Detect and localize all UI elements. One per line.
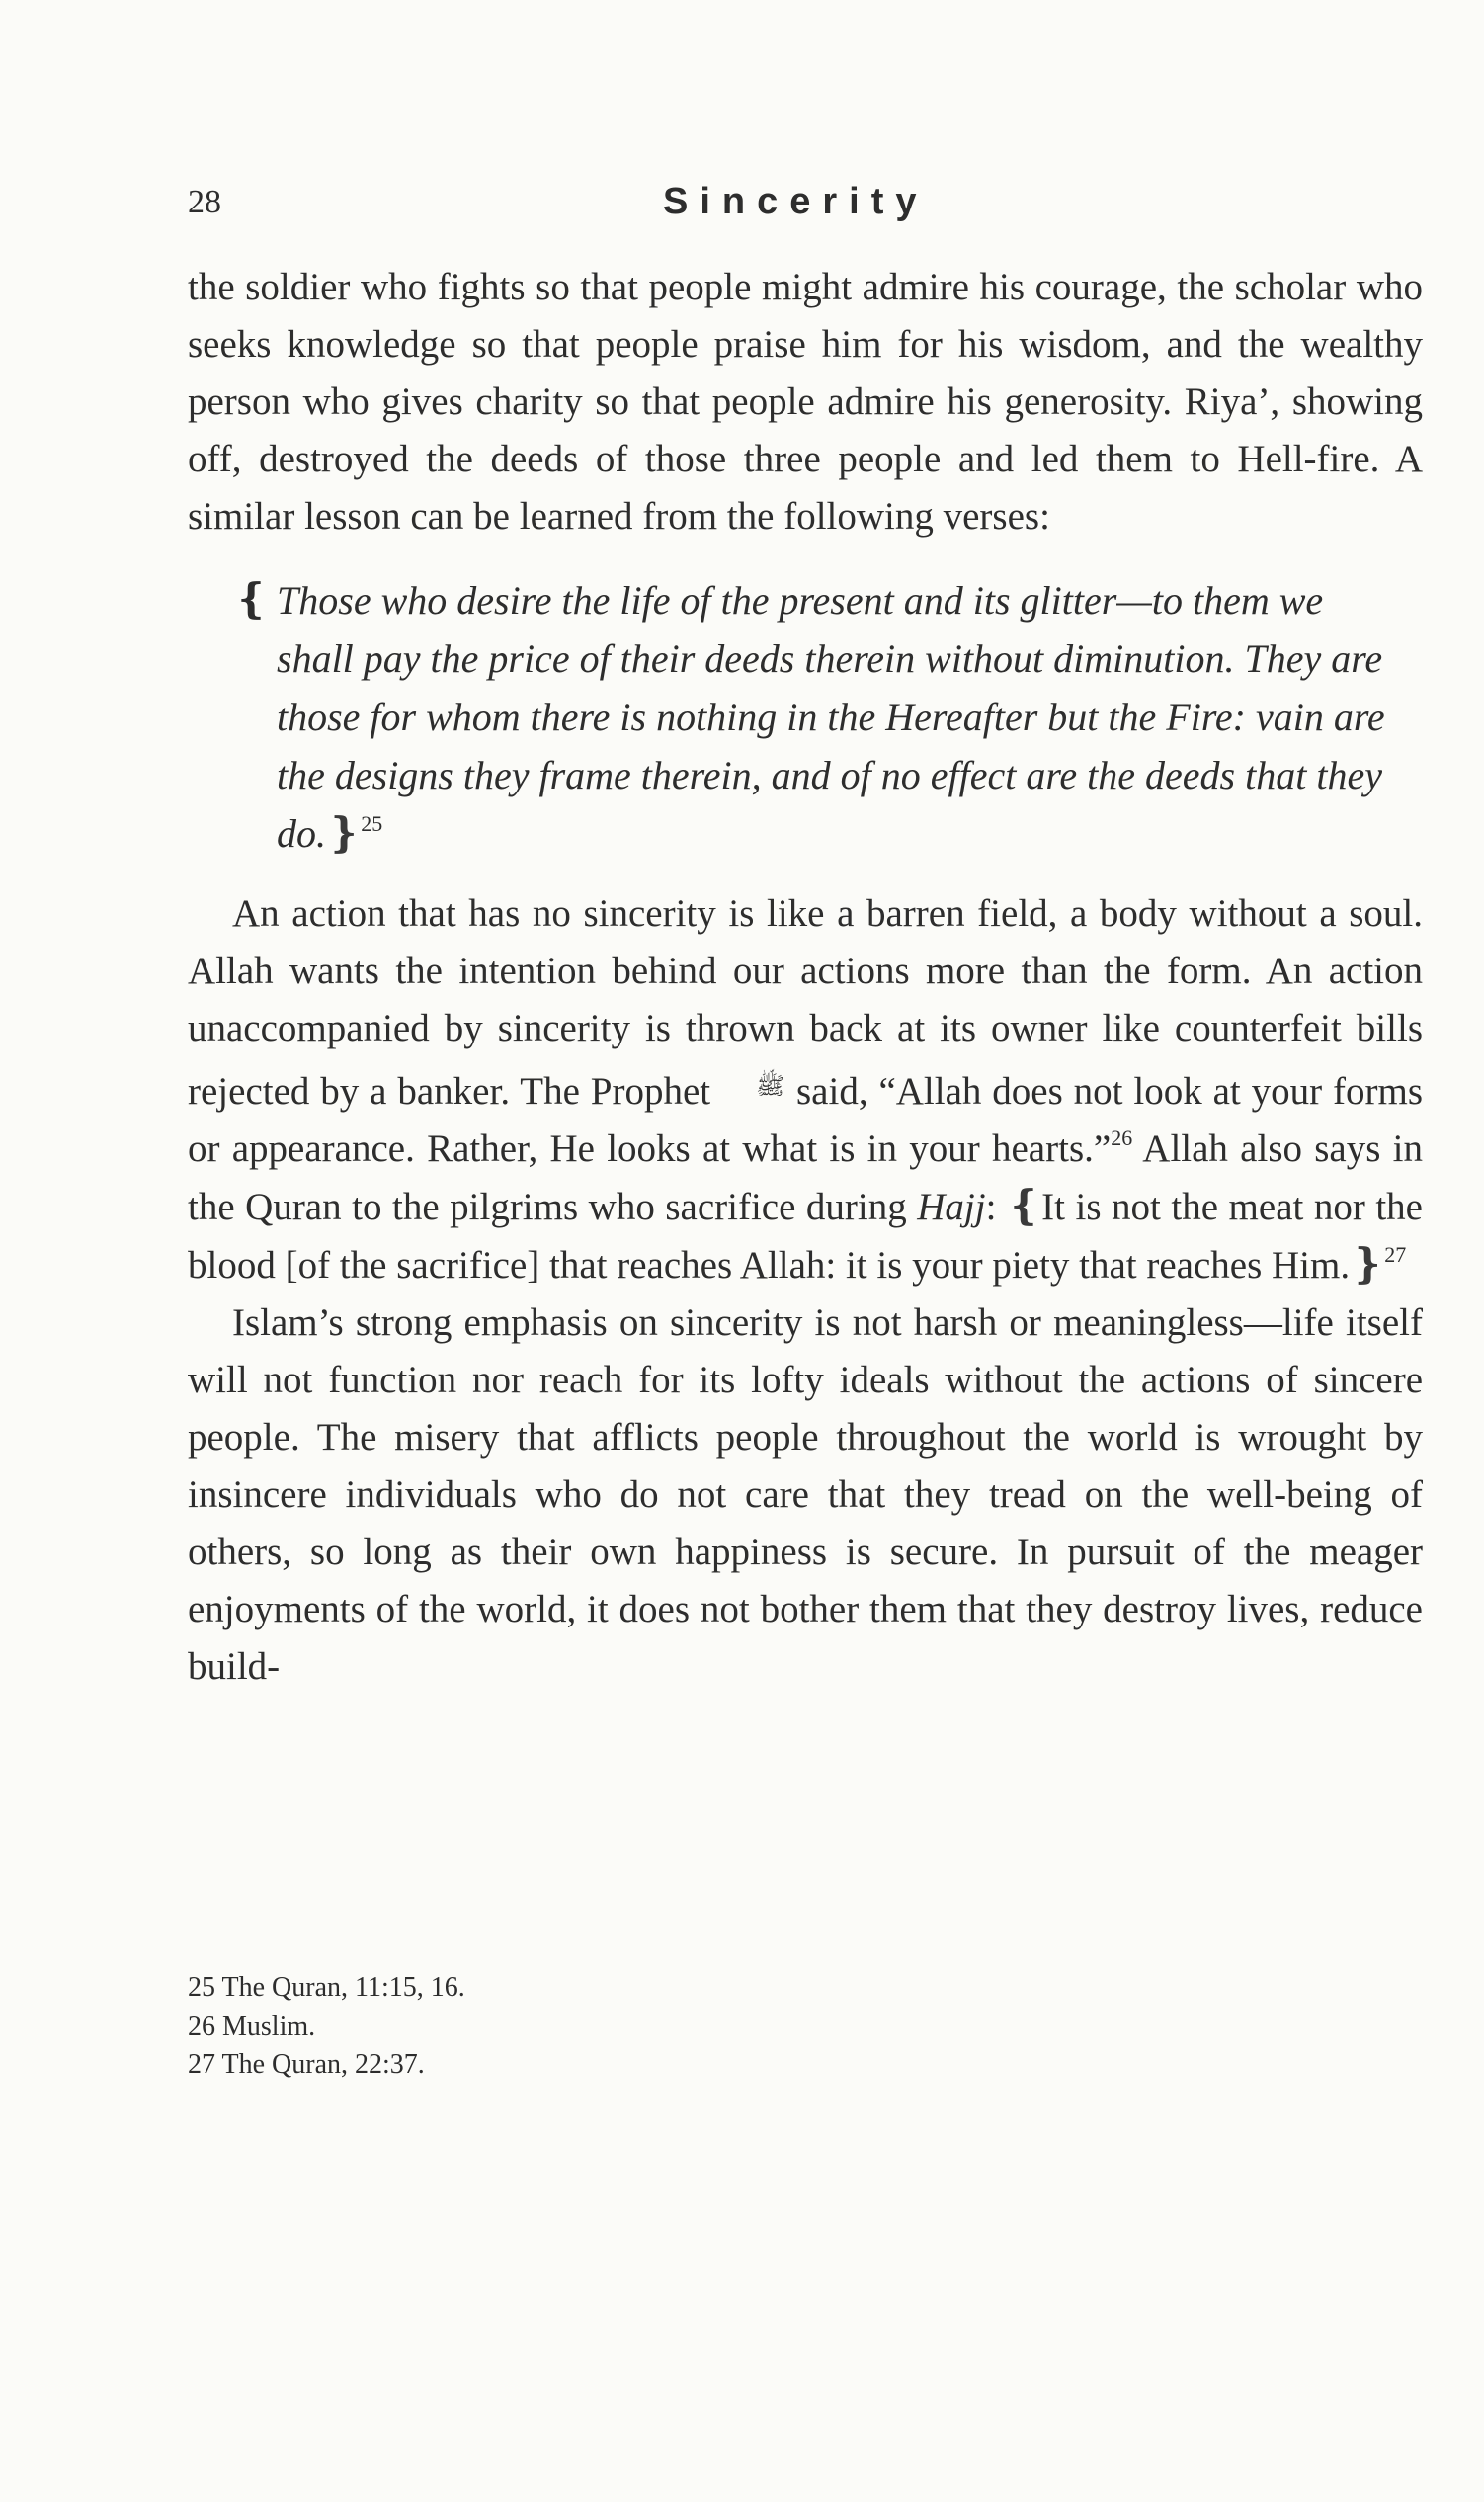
paragraph-two [188, 885, 1423, 1294]
footnote-25: 25 The Quran, 11:15, 16. [188, 1972, 465, 2003]
footnotes [188, 1968, 1176, 2084]
inline-quote-open-bracket: ❴ [1006, 1184, 1042, 1229]
paragraph-one: the soldier who fights so that people might admire his courage, the scholar who seeks knowledge so that people praise him for his wisdom, and the wealthy person who gives charity so that people admire his generosity. Riya’, showing off, destroyed the deeds of those three people and led them to Hell-fire. A similar lesson can be learned from the following verses: [188, 266, 1423, 538]
footnote-26: 26 Muslim. [188, 2011, 316, 2042]
hajj-colon: : [985, 1186, 1007, 1228]
main-text [188, 259, 1423, 1696]
paragraph-two-start: An action that has no sincerity is like a barren field, a body without a soul. Allah wants the intention behind our actions more than the form. An action unaccompanied by sincerity is thrown back at its owner like counterfeit bills rejected by a banker. The Prophet [188, 892, 1423, 1113]
running-title: Sincerity [663, 181, 929, 222]
footnote-ref-26: 26 [1111, 1126, 1133, 1150]
hajj-word: Hajj [917, 1186, 986, 1228]
quote-close-bracket: ❵ [326, 811, 362, 857]
quote-open-bracket: ❴ [234, 577, 270, 623]
paragraph-two-after-ref: Allah also says in the Quran to the pilgrims who sacrifice during [188, 1127, 1423, 1228]
inline-quran-quote: It is not the meat nor the blood [of the sacrifice] that reaches Allah: it is your piety that reaches Him. [188, 1186, 1423, 1287]
inline-quote-close-bracket: ❵ [1350, 1242, 1385, 1288]
footnote-ref-27: 27 [1384, 1242, 1407, 1267]
page-header [188, 180, 1452, 231]
honorific-symbol: ﷺ [756, 1072, 785, 1100]
footnote-ref-25: 25 [361, 811, 383, 836]
paragraph-two-said: said, “Allah does not look at your forms or appearance. Rather, He looks at what is in your hearts.” [188, 1070, 1424, 1170]
quote-text: Those who desire the life of the present and its glitter—to them we shall pay the price of their deeds therein without diminution. They are those for whom there is nothing in the Hereafter but the Fire: vain are the designs they frame therein, and of no effect are the deeds that they do. [277, 578, 1385, 856]
paragraph-three: Islam’s strong emphasis on sincerity is not harsh or meaningless—life itself will not function nor reach for its lofty ideals without the actions of sincere people. The misery that afflicts people throughout the world is wrought by insincere individuals who do not care that they tread on the well-being of others, so long as their own happiness is secure. In pursuit of the meager enjoyments of the world, it does not bother them that they destroy lives, reduce build- [188, 1301, 1423, 1688]
quran-quote [234, 571, 1388, 864]
page-number: 28 [188, 184, 221, 220]
footnote-27: 27 The Quran, 22:37. [188, 2049, 425, 2080]
